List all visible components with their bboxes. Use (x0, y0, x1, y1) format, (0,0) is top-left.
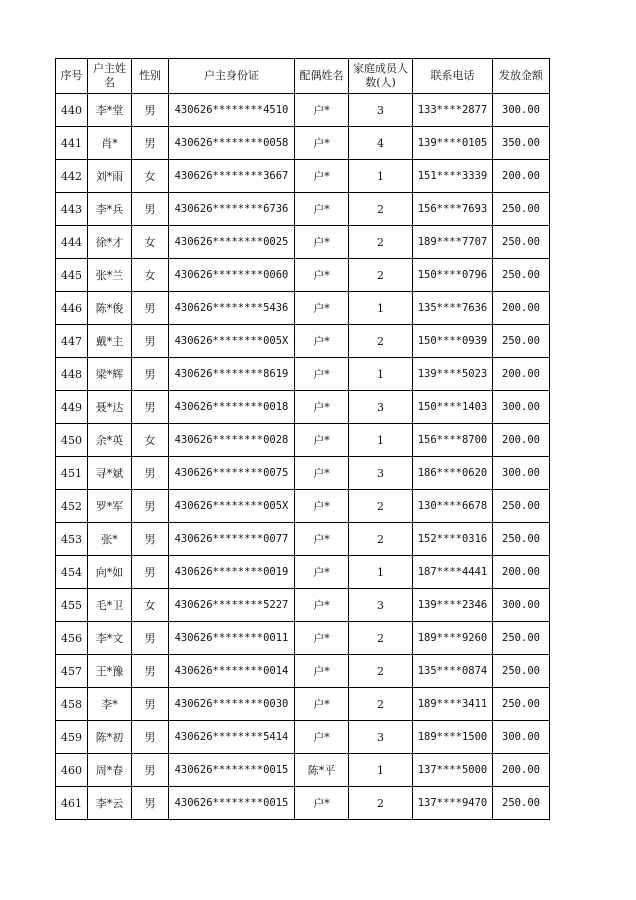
cell-gender: 女 (132, 259, 169, 292)
header-row (56, 59, 550, 94)
cell-id-number: 430626********0075 (169, 457, 295, 490)
table-row (56, 193, 550, 226)
header-gender: 性别 (132, 59, 169, 94)
cell-gender: 男 (132, 94, 169, 127)
cell-head-name: 梁*辉 (88, 358, 132, 391)
cell-index: 461 (56, 787, 88, 820)
cell-spouse-name: 户* (295, 655, 349, 688)
cell-spouse-name: 户* (295, 193, 349, 226)
cell-gender: 男 (132, 523, 169, 556)
cell-spouse-name: 户* (295, 94, 349, 127)
cell-gender: 男 (132, 358, 169, 391)
cell-id-number: 430626********8619 (169, 358, 295, 391)
cell-gender: 女 (132, 226, 169, 259)
cell-family-size: 3 (349, 457, 413, 490)
cell-family-size: 3 (349, 589, 413, 622)
cell-gender: 男 (132, 754, 169, 787)
cell-amount: 250.00 (493, 325, 550, 358)
cell-id-number: 430626********0015 (169, 787, 295, 820)
cell-family-size: 2 (349, 259, 413, 292)
cell-index: 451 (56, 457, 88, 490)
cell-head-name: 李*云 (88, 787, 132, 820)
table-row (56, 688, 550, 721)
cell-phone: 130****6678 (413, 490, 493, 523)
cell-amount: 200.00 (493, 754, 550, 787)
cell-index: 458 (56, 688, 88, 721)
cell-gender: 男 (132, 655, 169, 688)
table-row (56, 655, 550, 688)
cell-spouse-name: 户* (295, 721, 349, 754)
table-row (56, 622, 550, 655)
cell-id-number: 430626********5227 (169, 589, 295, 622)
cell-id-number: 430626********0028 (169, 424, 295, 457)
cell-family-size: 2 (349, 523, 413, 556)
cell-head-name: 张* (88, 523, 132, 556)
cell-amount: 250.00 (493, 655, 550, 688)
cell-amount: 300.00 (493, 391, 550, 424)
cell-spouse-name: 户* (295, 688, 349, 721)
cell-spouse-name: 户* (295, 589, 349, 622)
cell-amount: 250.00 (493, 787, 550, 820)
table-row (56, 127, 550, 160)
table-row (56, 424, 550, 457)
cell-spouse-name: 户* (295, 226, 349, 259)
cell-amount: 200.00 (493, 556, 550, 589)
cell-spouse-name: 户* (295, 292, 349, 325)
cell-family-size: 1 (349, 556, 413, 589)
cell-index: 446 (56, 292, 88, 325)
cell-id-number: 430626********0058 (169, 127, 295, 160)
table-row (56, 556, 550, 589)
cell-phone: 156****8700 (413, 424, 493, 457)
header-phone: 联系电话 (413, 59, 493, 94)
cell-id-number: 430626********6736 (169, 193, 295, 226)
cell-phone: 137****9470 (413, 787, 493, 820)
cell-spouse-name: 陈*平 (295, 754, 349, 787)
cell-family-size: 1 (349, 424, 413, 457)
cell-amount: 200.00 (493, 358, 550, 391)
cell-phone: 139****5023 (413, 358, 493, 391)
cell-phone: 150****0939 (413, 325, 493, 358)
table-row (56, 490, 550, 523)
cell-gender: 女 (132, 160, 169, 193)
cell-amount: 250.00 (493, 523, 550, 556)
cell-phone: 152****0316 (413, 523, 493, 556)
cell-phone: 189****9260 (413, 622, 493, 655)
cell-amount: 250.00 (493, 622, 550, 655)
cell-spouse-name: 户* (295, 424, 349, 457)
cell-gender: 男 (132, 325, 169, 358)
cell-head-name: 罗*军 (88, 490, 132, 523)
cell-family-size: 3 (349, 391, 413, 424)
cell-id-number: 430626********4510 (169, 94, 295, 127)
cell-id-number: 430626********0030 (169, 688, 295, 721)
cell-id-number: 430626********0018 (169, 391, 295, 424)
cell-family-size: 4 (349, 127, 413, 160)
cell-amount: 200.00 (493, 292, 550, 325)
cell-amount: 200.00 (493, 160, 550, 193)
cell-family-size: 1 (349, 358, 413, 391)
cell-family-size: 1 (349, 754, 413, 787)
cell-id-number: 430626********0014 (169, 655, 295, 688)
cell-id-number: 430626********0025 (169, 226, 295, 259)
cell-phone: 189****7707 (413, 226, 493, 259)
cell-amount: 250.00 (493, 226, 550, 259)
cell-id-number: 430626********0019 (169, 556, 295, 589)
cell-phone: 150****0796 (413, 259, 493, 292)
cell-phone: 135****7636 (413, 292, 493, 325)
header-id-number: 户主身份证 (169, 59, 295, 94)
cell-id-number: 430626********005X (169, 490, 295, 523)
cell-index: 460 (56, 754, 88, 787)
cell-phone: 151****3339 (413, 160, 493, 193)
cell-amount: 250.00 (493, 259, 550, 292)
cell-index: 453 (56, 523, 88, 556)
cell-family-size: 2 (349, 655, 413, 688)
table-row (56, 325, 550, 358)
cell-index: 452 (56, 490, 88, 523)
header-family-size: 家庭成员人数(人) (349, 59, 413, 94)
cell-family-size: 2 (349, 688, 413, 721)
cell-spouse-name: 户* (295, 325, 349, 358)
cell-spouse-name: 户* (295, 556, 349, 589)
cell-phone: 139****2346 (413, 589, 493, 622)
cell-head-name: 戴*主 (88, 325, 132, 358)
header-head-name: 户主姓名 (88, 59, 132, 94)
table-row (56, 787, 550, 820)
cell-phone: 150****1403 (413, 391, 493, 424)
table-row (56, 721, 550, 754)
cell-id-number: 430626********5414 (169, 721, 295, 754)
cell-index: 442 (56, 160, 88, 193)
cell-index: 445 (56, 259, 88, 292)
table-row (56, 259, 550, 292)
cell-head-name: 寻*斌 (88, 457, 132, 490)
cell-index: 456 (56, 622, 88, 655)
cell-id-number: 430626********0011 (169, 622, 295, 655)
cell-phone: 186****0620 (413, 457, 493, 490)
cell-spouse-name: 户* (295, 391, 349, 424)
cell-index: 459 (56, 721, 88, 754)
cell-family-size: 2 (349, 490, 413, 523)
cell-head-name: 陈*初 (88, 721, 132, 754)
cell-family-size: 3 (349, 721, 413, 754)
cell-family-size: 2 (349, 325, 413, 358)
cell-index: 441 (56, 127, 88, 160)
cell-index: 450 (56, 424, 88, 457)
cell-family-size: 1 (349, 160, 413, 193)
cell-index: 455 (56, 589, 88, 622)
table-row (56, 292, 550, 325)
cell-amount: 300.00 (493, 94, 550, 127)
cell-amount: 300.00 (493, 457, 550, 490)
cell-gender: 男 (132, 556, 169, 589)
cell-amount: 250.00 (493, 490, 550, 523)
cell-amount: 300.00 (493, 721, 550, 754)
cell-gender: 男 (132, 490, 169, 523)
cell-id-number: 430626********0060 (169, 259, 295, 292)
table-row (56, 160, 550, 193)
cell-index: 448 (56, 358, 88, 391)
table-row (56, 226, 550, 259)
cell-id-number: 430626********3667 (169, 160, 295, 193)
cell-phone: 137****5000 (413, 754, 493, 787)
cell-amount: 250.00 (493, 193, 550, 226)
cell-spouse-name: 户* (295, 358, 349, 391)
cell-phone: 135****0874 (413, 655, 493, 688)
cell-phone: 139****0105 (413, 127, 493, 160)
cell-head-name: 肖* (88, 127, 132, 160)
cell-head-name: 聂*达 (88, 391, 132, 424)
cell-index: 447 (56, 325, 88, 358)
cell-gender: 男 (132, 391, 169, 424)
cell-phone: 189****3411 (413, 688, 493, 721)
cell-amount: 350.00 (493, 127, 550, 160)
header-spouse-name: 配偶姓名 (295, 59, 349, 94)
cell-gender: 男 (132, 127, 169, 160)
cell-id-number: 430626********0077 (169, 523, 295, 556)
cell-phone: 189****1500 (413, 721, 493, 754)
cell-head-name: 陈*俊 (88, 292, 132, 325)
table-row (56, 94, 550, 127)
cell-family-size: 2 (349, 193, 413, 226)
cell-head-name: 周*春 (88, 754, 132, 787)
cell-index: 457 (56, 655, 88, 688)
cell-index: 444 (56, 226, 88, 259)
cell-spouse-name: 户* (295, 787, 349, 820)
cell-family-size: 2 (349, 787, 413, 820)
cell-phone: 187****4441 (413, 556, 493, 589)
cell-head-name: 徐*才 (88, 226, 132, 259)
cell-index: 443 (56, 193, 88, 226)
cell-gender: 男 (132, 721, 169, 754)
table-row (56, 523, 550, 556)
cell-head-name: 李* (88, 688, 132, 721)
cell-spouse-name: 户* (295, 457, 349, 490)
cell-index: 440 (56, 94, 88, 127)
cell-index: 454 (56, 556, 88, 589)
table-row (56, 589, 550, 622)
cell-amount: 200.00 (493, 424, 550, 457)
cell-head-name: 李*文 (88, 622, 132, 655)
cell-id-number: 430626********5436 (169, 292, 295, 325)
cell-gender: 男 (132, 457, 169, 490)
cell-family-size: 3 (349, 94, 413, 127)
cell-head-name: 张*兰 (88, 259, 132, 292)
cell-head-name: 向*如 (88, 556, 132, 589)
cell-gender: 女 (132, 424, 169, 457)
table-row (56, 358, 550, 391)
cell-amount: 250.00 (493, 688, 550, 721)
cell-head-name: 李*兵 (88, 193, 132, 226)
cell-head-name: 李*堂 (88, 94, 132, 127)
cell-spouse-name: 户* (295, 490, 349, 523)
cell-family-size: 2 (349, 226, 413, 259)
cell-spouse-name: 户* (295, 127, 349, 160)
cell-head-name: 余*英 (88, 424, 132, 457)
cell-head-name: 毛*卫 (88, 589, 132, 622)
cell-id-number: 430626********005X (169, 325, 295, 358)
table-row (56, 754, 550, 787)
table-row (56, 391, 550, 424)
cell-spouse-name: 户* (295, 523, 349, 556)
cell-spouse-name: 户* (295, 160, 349, 193)
cell-head-name: 王*豫 (88, 655, 132, 688)
cell-phone: 133****2877 (413, 94, 493, 127)
household-table (55, 58, 550, 820)
cell-amount: 300.00 (493, 589, 550, 622)
cell-spouse-name: 户* (295, 259, 349, 292)
cell-family-size: 1 (349, 292, 413, 325)
table-body (56, 94, 550, 820)
cell-head-name: 刘*雨 (88, 160, 132, 193)
cell-gender: 男 (132, 292, 169, 325)
cell-gender: 男 (132, 193, 169, 226)
cell-family-size: 2 (349, 622, 413, 655)
table-row (56, 457, 550, 490)
cell-spouse-name: 户* (295, 622, 349, 655)
cell-gender: 男 (132, 787, 169, 820)
cell-index: 449 (56, 391, 88, 424)
cell-id-number: 430626********0015 (169, 754, 295, 787)
cell-gender: 男 (132, 688, 169, 721)
header-amount: 发放金额 (493, 59, 550, 94)
cell-phone: 156****7693 (413, 193, 493, 226)
header-index: 序号 (56, 59, 88, 94)
cell-gender: 男 (132, 622, 169, 655)
cell-gender: 女 (132, 589, 169, 622)
